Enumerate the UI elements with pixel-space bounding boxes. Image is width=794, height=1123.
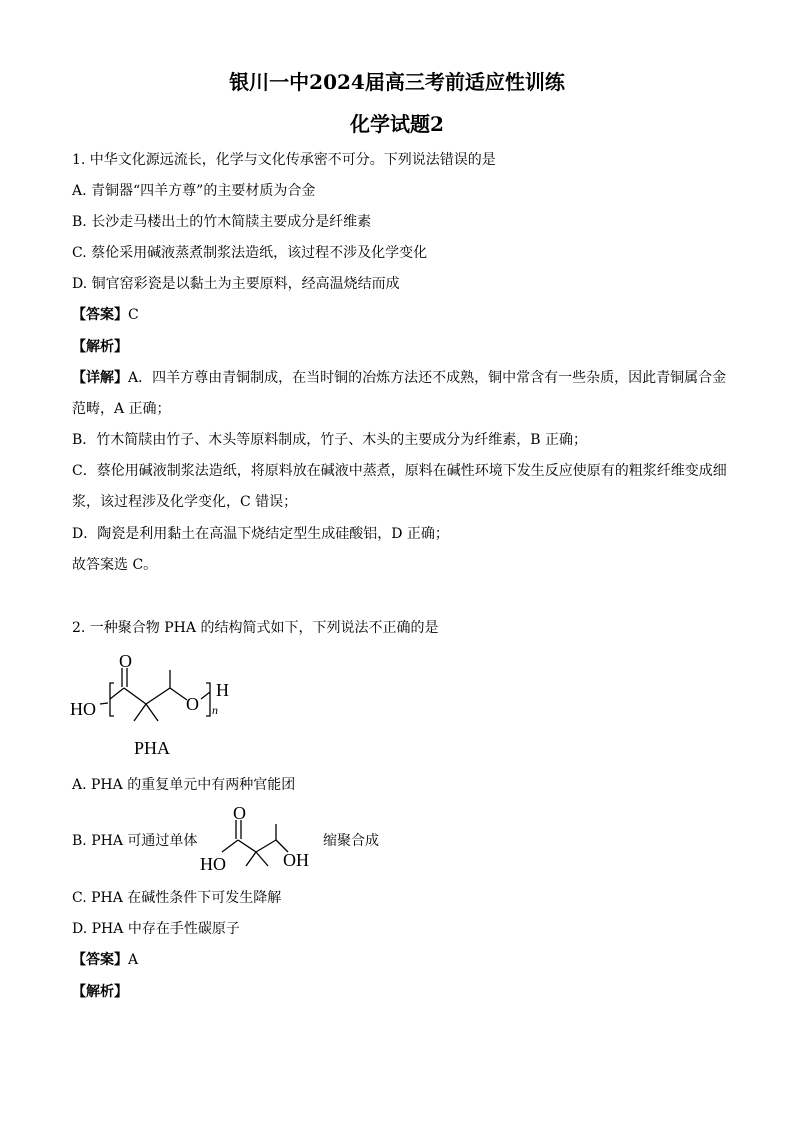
question-1-detail-line: 浆，该过程涉及化学变化，C 错误； (72, 494, 298, 510)
page-title: 银川一中2024届高三考前适应性训练 (229, 70, 565, 94)
question-2-stem: 2. 一种聚合物 PHA 的结构简式如下，下列说法不正确的是 (72, 620, 439, 636)
monomer-ho-label: HO (200, 854, 226, 874)
question-1-option-b: B. 长沙走马楼出土的竹木简牍主要成分是纤维素 (72, 214, 372, 230)
carbonyl-oxygen-label: O (119, 651, 132, 671)
question-1-detail-line: B．竹木简牍由竹子、木头等原料制成，竹子、木头的主要成分为纤维素，B 正确； (72, 432, 588, 448)
detail-tag: 【详解】 (72, 370, 128, 386)
question-2-option-b-suffix: 缩聚合成 (323, 833, 379, 849)
question-2-option-b-prefix: B. PHA 可通过单体 (72, 833, 198, 849)
end-hydrogen-label: H (216, 680, 229, 700)
monomer-oxygen-label: O (233, 803, 246, 823)
question-1-option-d: D. 铜官窑彩瓷是以黏土为主要原料，经高温烧结而成 (72, 276, 400, 292)
question-1-detail-line: C．蔡伦用碱液制浆法造纸，将原料放在碱液中蒸煮，原料在碱性环境下发生反应使原有的粗浆纤维变成细 (72, 463, 727, 479)
monomer-oh-label: OH (283, 850, 309, 870)
answer-value: C (128, 307, 139, 323)
repeat-count-label: n (212, 703, 218, 717)
question-2-option-d: D. PHA 中存在手性碳原子 (72, 921, 240, 937)
monomer-structure-diagram (196, 802, 316, 878)
pha-structure-diagram (66, 648, 256, 760)
question-1-detail-line: 范畴，A 正确； (72, 401, 171, 417)
answer-tag: 【答案】 (72, 952, 128, 968)
question-1-stem: 1. 中华文化源远流长，化学与文化传承密不可分。下列说法错误的是 (72, 152, 496, 168)
question-1-option-c: C. 蔡伦采用碱液蒸煮制浆法造纸，该过程不涉及化学变化 (72, 245, 428, 261)
structure-caption: PHA (134, 738, 171, 758)
question-2-option-c: C. PHA 在碱性条件下可发生降解 (72, 890, 282, 906)
question-1-conclusion: 故答案选 C。 (72, 557, 158, 573)
question-2-analysis-tag: 【解析】 (72, 984, 128, 1000)
answer-value: A (128, 952, 139, 968)
question-1-option-a: A. 青铜器“四羊方尊”的主要材质为合金 (72, 183, 316, 199)
question-1-analysis-tag: 【解析】 (72, 339, 128, 355)
page-subtitle: 化学试题2 (350, 112, 444, 136)
question-2-answer (72, 951, 138, 969)
hydroxyl-label: HO (70, 699, 96, 719)
question-1-detail-line: D．陶瓷是利用黏土在高温下烧结定型生成硅酸铝，D 正确； (72, 526, 449, 542)
ether-oxygen-label: O (186, 694, 199, 714)
question-1-answer (72, 306, 139, 324)
question-1-detail-line (72, 369, 726, 387)
answer-tag: 【答案】 (72, 307, 128, 323)
detail-text: A．四羊方尊由青铜制成，在当时铜的冶炼方法还不成熟，铜中常含有一些杂质，因此青铜属合金 (128, 370, 727, 386)
question-2-option-a: A. PHA 的重复单元中有两种官能团 (72, 777, 296, 793)
